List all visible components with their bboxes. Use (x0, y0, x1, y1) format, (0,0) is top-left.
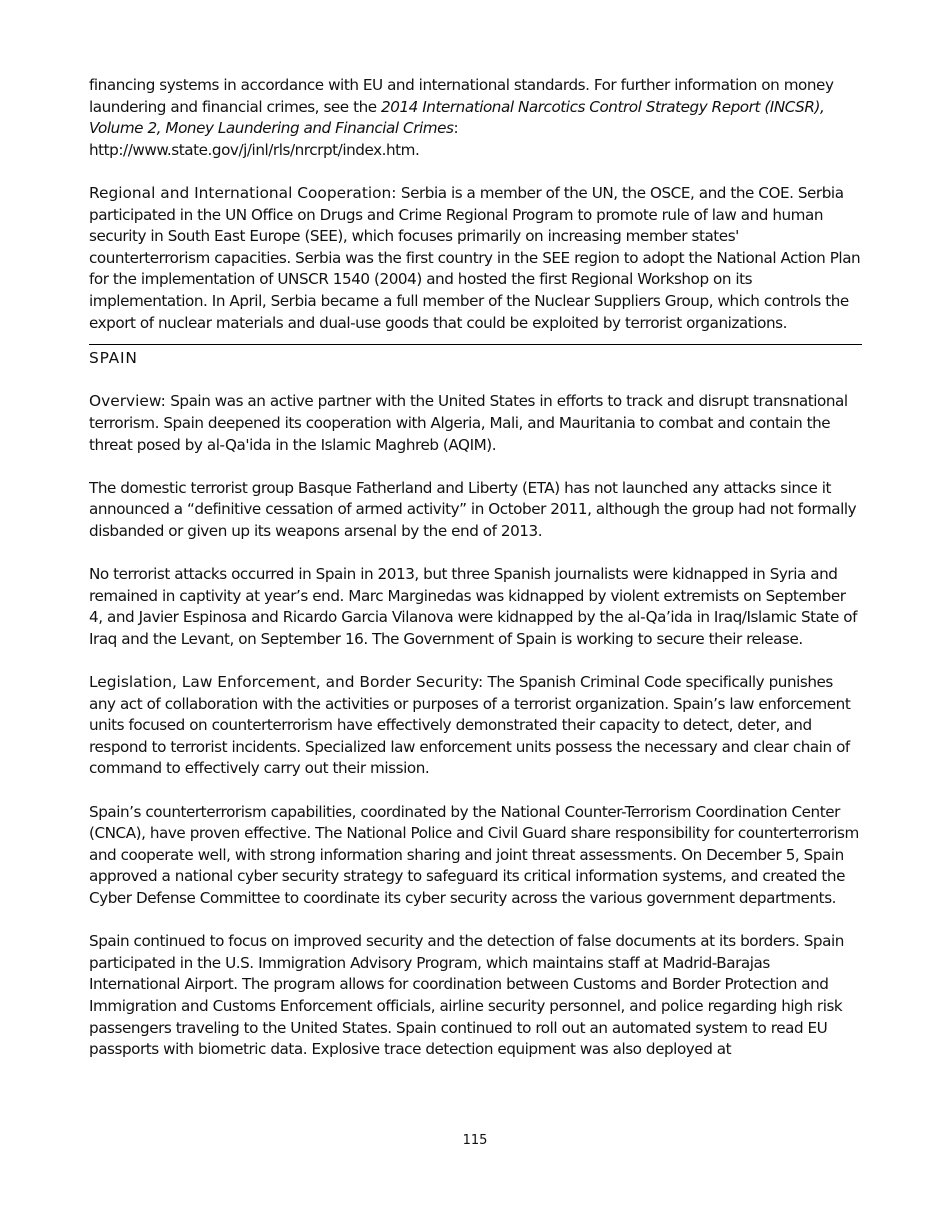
overview-paragraph (89, 391, 862, 456)
legislation-heading: Legislation, Law Enforcement, and Border Security: (89, 673, 484, 692)
serbia-cooperation-heading: Regional and International Cooperation: (89, 183, 397, 202)
intro-colon: : (453, 119, 459, 138)
overview-body: Spain was an active partner with the United States in efforts to track and disrupt transnational terrorism. Spain deepened its cooperation with Algeria, Mali, and Mauritania to combat and contain the threat posed by al-Qa'ida in the Islamic Maghreb (AQIM). (89, 392, 848, 454)
attacks-paragraph: No terrorist attacks occurred in Spain in 2013, but three Spanish journalists were kidnapped in Syria and remained in captivity at year’s end. Marc Marginedas was kidnapped by violent extremists on September 4, and Javier Espinosa and Ricardo Garcia Vilanova were kidnapped by the al-Qa’ida in Iraq/Islamic State of Iraq and the Levant, on September 16. The Government of Spain is working to secure their release. (89, 565, 858, 648)
document-page (89, 75, 862, 1061)
intro-paragraph (89, 75, 862, 161)
capabilities-paragraph: Spain’s counterterrorism capabilities, coordinated by the National Counter-Terrorism Coordination Center (CNCA), have proven effective. The National Police and Civil Guard share responsibility for counterterrorism and cooperate well, with strong information sharing and joint threat assessments. On December 5, Spain approved a national cyber security strategy to safeguard its critical information systems, and created the Cyber Defense Committee to coordinate its cyber security across the various government departments. (89, 802, 859, 907)
page-number: 115 (462, 1133, 488, 1148)
section-title-spain: SPAIN (89, 349, 138, 368)
eta-paragraph: The domestic terrorist group Basque Fatherland and Liberty (ETA) has not launched any attacks since it announced a “definitive cessation of armed activity” in October 2011, although the group had not formally disbanded or given up its weapons arsenal by the end of 2013. (89, 478, 857, 540)
serbia-cooperation-paragraph (89, 183, 862, 334)
legislation-body: The Spanish Criminal Code specifically punishes any act of collaboration with the activities or purposes of a terrorist organization. Spain’s law enforcement units focused on counterterrorism have effectively demonstrated their capacity to detect, deter, and respond to terrorist incidents. Specialized law enforcement units possess the necessary and clear chain of command to effectively carry out their mission. (89, 673, 851, 778)
section-divider (89, 344, 862, 345)
serbia-cooperation-body: Serbia is a member of the UN, the OSCE, and the COE. Serbia participated in the UN Office on Drugs and Crime Regional Program to promote rule of law and human security in South East Europe (SEE), which focuses primarily on increasing member states' counterterrorism capacities. Serbia was the first country in the SEE region to adopt the National Action Plan for the implementation of UNSCR 1540 (2004) and hosted the first Regional Workshop on its implementation. In April, Serbia became a full member of the Nuclear Suppliers Group, which controls the export of nuclear materials and dual-use goods that could be exploited by terrorist organizations. (89, 183, 861, 332)
borders-paragraph: Spain continued to focus on improved security and the detection of false documents at its borders. Spain participated in the U.S. Immigration Advisory Program, which maintains staff at Madrid-Barajas International Airport. The program allows for coordination between Customs and Border Protection and Immigration and Customs Enforcement officials, airline security personnel, and police regarding high risk passengers traveling to the United States. Spain continued to roll out an automated system to read EU passports with biometric data. Explosive trace detection equipment was also deployed at (89, 932, 844, 1059)
overview-heading: Overview: (89, 392, 166, 411)
intro-text: financing systems in accordance with EU and international standards. For further information on money laundering and financial crimes, see the (89, 76, 834, 116)
report-url: http://www.state.gov/j/inl/rls/nrcrpt/index.htm. (89, 140, 420, 159)
report-title: 2014 International Narcotics Control Strategy Report (INCSR), Volume 2, Money Laundering and Financial Crimes (89, 97, 825, 138)
legislation-paragraph (89, 672, 862, 780)
